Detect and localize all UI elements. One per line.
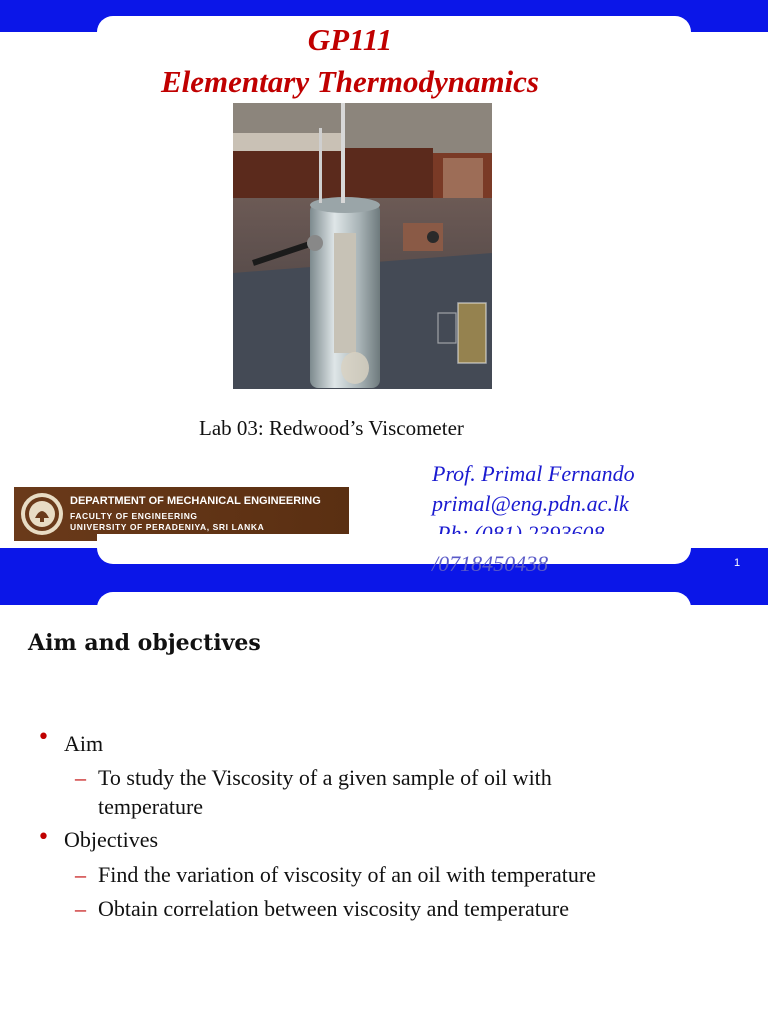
bottom-frame-bar xyxy=(0,548,768,605)
professor-mobile: /0718450438 xyxy=(432,551,549,576)
faculty-name: FACULTY OF ENGINEERING xyxy=(70,511,198,521)
professor-email: primal@eng.pdn.ac.lk xyxy=(432,491,629,516)
lab-title: Lab 03: Redwood’s Viscometer xyxy=(199,416,464,440)
list-item: Obtain correlation between viscosity and temperature xyxy=(98,896,569,921)
university-name: UNIVERSITY OF PERADENIYA, SRI LANKA xyxy=(70,522,265,532)
viscometer-photo xyxy=(233,103,492,389)
list-item: temperature xyxy=(98,794,204,819)
list-item: To study the Viscosity of a given sample of oil with xyxy=(98,765,552,790)
section-heading: Aim and objectives xyxy=(28,630,261,656)
bullet-dot: • xyxy=(37,825,50,850)
sub-bullet-dash: – xyxy=(75,862,86,887)
course-title: Elementary Thermodynamics xyxy=(160,64,539,99)
course-code: GP111 xyxy=(307,22,393,57)
professor-name: Prof. Primal Fernando xyxy=(432,461,635,486)
department-name: DEPARTMENT OF MECHANICAL ENGINEERING xyxy=(70,495,321,507)
department-banner xyxy=(14,487,349,541)
bullet-dot: • xyxy=(37,725,50,750)
list-item: Aim xyxy=(64,731,104,756)
sub-bullet-dash: – xyxy=(75,896,86,921)
page-number: 1 xyxy=(734,557,741,569)
list-item: Find the variation of viscosity of an oil with temperature xyxy=(98,862,596,887)
list-item: Objectives xyxy=(64,827,159,852)
sub-bullet-dash: – xyxy=(75,765,86,790)
slide-2 xyxy=(0,605,768,1024)
university-crest-icon xyxy=(20,492,64,536)
